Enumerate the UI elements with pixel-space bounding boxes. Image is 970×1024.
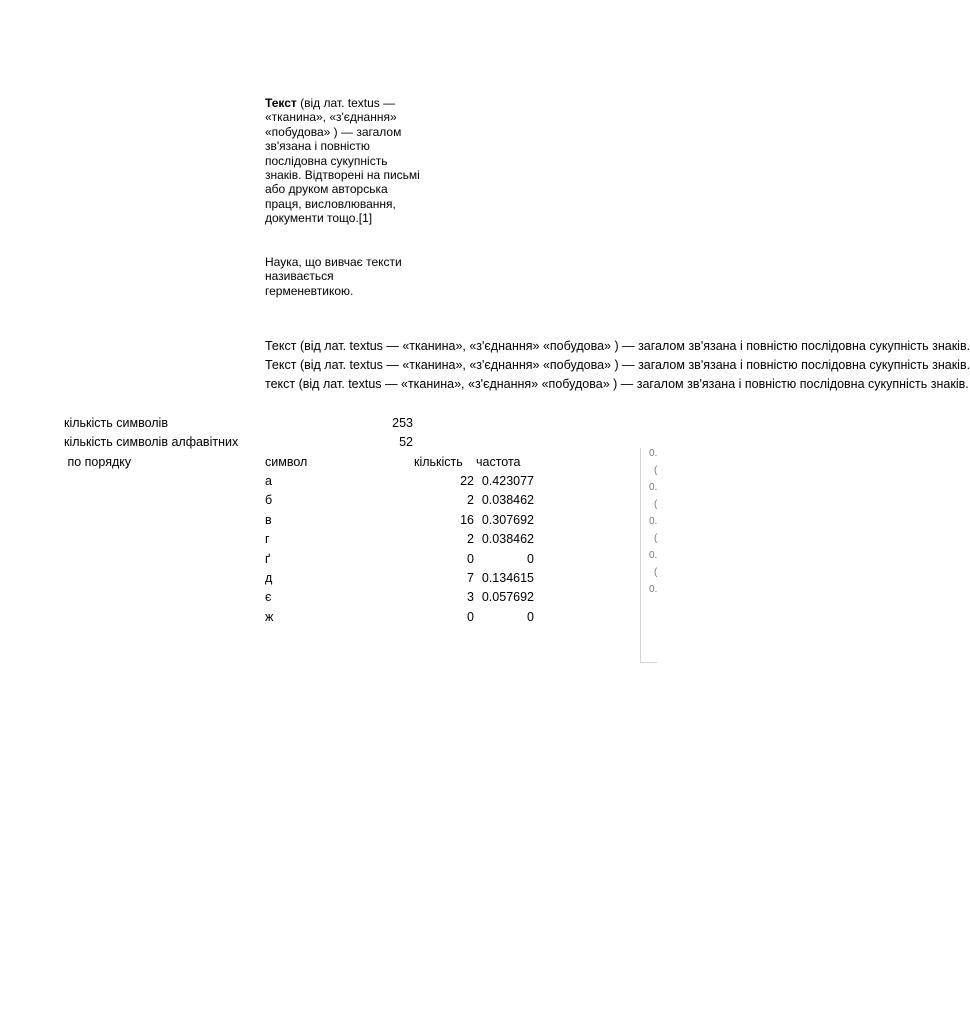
chart-fragment [640,448,657,663]
table-cell-frequency: 0 [527,610,534,624]
text-paragraph-1 [265,96,425,226]
chart-tick-label: ( [654,533,658,544]
alpha-chars-label: кількість символів алфавітних [64,435,239,449]
table-cell-count: 2 [467,532,474,546]
table-cell-symbol: б [265,493,273,507]
table-cell-symbol: ж [265,610,274,624]
table-cell-count: 16 [460,513,474,527]
table-cell-count: 22 [460,474,474,488]
chart-tick-label: 0. [649,448,658,459]
repeated-line-1: Текст (від лат. textus — «тканина», «з'єднання» «побудова» ) — загалом зв'язана і повністю послідовна сукупність знаків. [265,339,970,353]
table-cell-symbol: г [265,532,270,546]
table-cell-symbol: а [265,474,272,488]
table-cell-count: 3 [467,590,474,604]
chart-tick-label: 0. [649,584,658,595]
paragraph-body: (від лат. textus — «тканина», «з'єднання» «побудова» ) — загалом зв'язана і повністю послідовна сукупність знаків. Відтворені на письмі або друком авторська праця, висловлювання, документи тощо.[1] [265,96,420,226]
table-cell-frequency: 0.423077 [481,474,534,488]
table-cell-count: 0 [467,552,474,566]
order-label: по порядку [64,455,132,469]
header-symbol: символ [265,455,308,469]
alpha-chars-value: 52 [399,435,413,449]
table-cell-count: 7 [467,571,474,585]
table-cell-symbol: ґ [265,552,271,566]
chart-tick-label: ( [654,499,658,510]
table-cell-symbol: є [265,590,272,604]
table-cell-count: 0 [467,610,474,624]
paragraph-bold-term: Текст [265,96,297,110]
chart-tick-label: 0. [649,550,658,561]
text-paragraph-2: Наука, що вивчає тексти називається герменевтикою. [265,255,402,298]
chart-tick-label: ( [654,567,658,578]
total-chars-value: 253 [392,416,413,430]
chart-tick-label: 0. [649,516,658,527]
total-chars-label: кількість символів [64,416,168,430]
table-cell-frequency: 0 [527,552,534,566]
table-cell-frequency: 0.307692 [481,513,534,527]
chart-tick-label: ( [654,465,658,476]
table-cell-symbol: в [265,513,272,527]
table-cell-frequency: 0.038462 [481,493,534,507]
repeated-line-2: Текст (від лат. textus — «тканина», «з'єднання» «побудова» ) — загалом зв'язана і повністю послідовна сукупність знаків. [265,358,970,372]
header-count: кількість [414,455,463,469]
table-cell-frequency: 0.038462 [481,532,534,546]
chart-tick-label: 0. [649,482,658,493]
header-frequency: частота [476,455,521,469]
table-cell-frequency: 0.134615 [481,571,534,585]
table-cell-symbol: д [265,571,273,585]
repeated-line-3: текст (від лат. textus — «тканина», «з'єднання» «побудова» ) — загалом зв'язана і повністю послідовна сукупність знаків. [265,377,969,391]
table-cell-frequency: 0.057692 [481,590,534,604]
table-cell-count: 2 [467,493,474,507]
